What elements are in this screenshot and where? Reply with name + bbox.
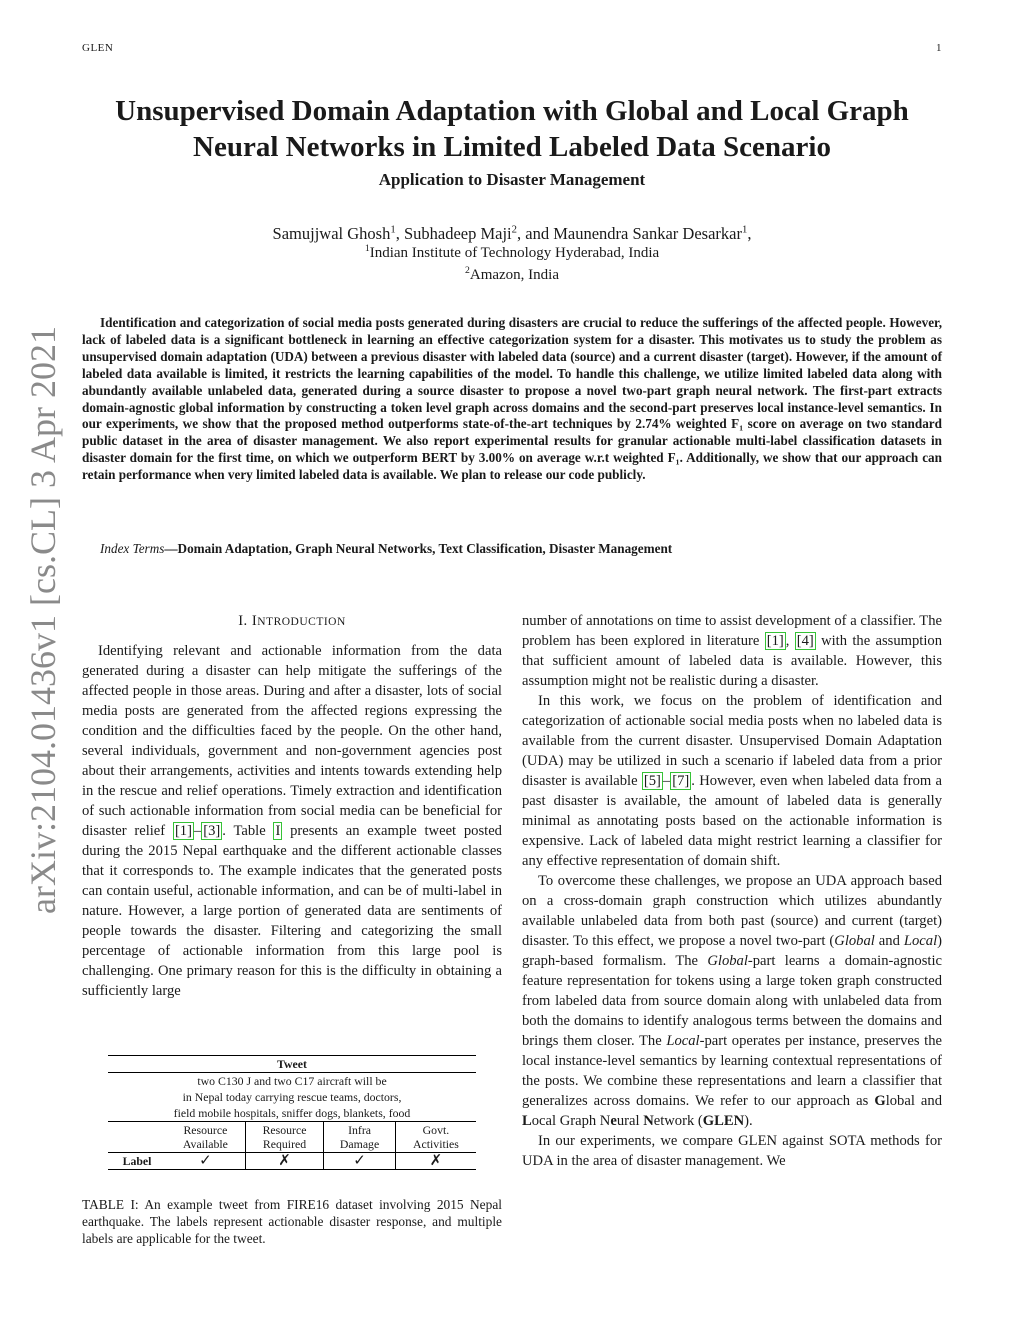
tweet-text-line: two C130 J and two C17 aircraft will be: [197, 1074, 387, 1088]
table-header: Tweet: [108, 1056, 476, 1073]
author-separator: ,: [395, 224, 404, 243]
example-tweet-table: [108, 1055, 476, 1170]
section-title-rest: NTRODUCTION: [257, 616, 346, 628]
table-reference-link[interactable]: I: [275, 823, 281, 839]
arxiv-id: arXiv:2104.01436v1 [cs.CL] 3 Apr 2021: [23, 326, 63, 914]
acronym-letter: G: [874, 1093, 886, 1109]
author-affil-mark: 1: [741, 223, 748, 236]
citation-link[interactable]: [1]: [766, 633, 784, 649]
column-header-line: Available: [182, 1137, 228, 1151]
section-number: I.: [238, 613, 252, 629]
affiliation-text: Indian Institute of Technology Hyderabad, India: [369, 245, 660, 261]
emphasis: Global: [834, 933, 875, 949]
affiliation-mark: 2: [464, 265, 470, 276]
text-span: –: [662, 773, 671, 789]
row-label: Label: [108, 1153, 166, 1170]
acronym-letter: N: [643, 1113, 654, 1129]
text-span: To overcome these challenges, we propose an UDA approach based on a cross-domain graph construction which utilizes abundantly available unlabeled data from both past (source) and current (target) disaster. To this effect, we propose a novel two-part (: [522, 873, 942, 949]
citation-link[interactable]: [1]: [174, 823, 192, 839]
text-span: ) graph-based formalism. The: [522, 933, 942, 969]
text-span: ocal Graph N: [531, 1113, 611, 1129]
column-header-line: Damage: [339, 1137, 380, 1151]
citation-link[interactable]: [3]: [203, 823, 221, 839]
title-line-2: Neural Networks in Limited Labeled Data Scenario: [193, 131, 831, 163]
running-header: GLEN: [82, 42, 114, 54]
text-span: ,: [785, 633, 795, 649]
text-span: In our experiments, we compare GLEN against SOTA methods for UDA in the area of disaster management. We: [522, 1133, 942, 1169]
citation-link[interactable]: [4]: [796, 633, 814, 649]
right-column: [522, 611, 942, 1171]
acronym-letter: L: [522, 1113, 532, 1129]
label-cross: ✗: [395, 1153, 476, 1170]
text-span: lobal and: [885, 1093, 942, 1109]
text-span: ).: [744, 1113, 753, 1129]
index-terms-label: Index Terms: [100, 541, 165, 556]
table-corner: [108, 1122, 166, 1153]
text-span: with the assumption that sufficient amount of labeled data is available. However, this assumption might not be realistic during a disaster.: [522, 633, 942, 689]
title-line-1: Unsupervised Domain Adaptation with Global and Local Graph: [115, 95, 909, 127]
author-list: [80, 224, 944, 244]
affiliation-mark: 1: [364, 243, 370, 254]
text-span: . Table: [222, 823, 274, 839]
column-header-line: Required: [262, 1137, 307, 1151]
column-header: [395, 1122, 476, 1153]
author-name: Subhadeep Maji: [403, 224, 512, 243]
paragraph: [82, 641, 502, 1001]
affiliation-text: Amazon, India: [469, 267, 559, 283]
index-terms-text: —Domain Adaptation, Graph Neural Networks, Text Classification, Disaster Management: [164, 541, 673, 556]
acronym-letter: e: [610, 1113, 617, 1129]
column-header-line: Govt.: [422, 1123, 450, 1137]
text-span: etwork (: [653, 1113, 703, 1129]
table-caption: [82, 1196, 502, 1247]
text-span: number of annotations on time to assist development of a classifier. The problem has been explored in literature: [522, 613, 942, 649]
author-name: Samujjwal Ghosh: [272, 224, 391, 243]
section-initial: I: [251, 613, 258, 629]
text-span: -part learns a domain-agnostic feature representation for tokens using a large token graph constructed from labeled data from source domain along with unlabeled data from both the domains to identify analogous terms between the domains and brings them closer. The: [522, 953, 942, 1049]
label-check: ✓: [324, 1153, 396, 1170]
text-span: Identifying relevant and actionable information from the data generated during a disaster can help mitigate the sufferings of the affected people in those areas. During and after a disaster, lots of social media posts are generated from the affected regions expressing the condition and the difficulties faced by the people. On the other hand, several individuals, government and non-government agencies post about their arrangements, activities and intents towards extending help in the rescue and relief operations. Timely extraction and identification of such actionable information from social media can be beneficial for disaster relief: [82, 643, 502, 839]
paper-subtitle: Application to Disaster Management: [378, 170, 646, 189]
tweet-text-line: in Nepal today carrying rescue teams, doctors,: [182, 1090, 402, 1104]
caption-text: An example tweet from FIRE16 dataset involving 2015 Nepal earthquake. The labels represent actionable disaster response, and multiple labels are applicable for the tweet.: [82, 1197, 502, 1246]
text-span: –: [193, 823, 202, 839]
paragraph: [522, 1131, 942, 1171]
text-span: presents an example tweet posted during the 2015 Nepal earthquake and the different actionable classes that it corresponds to. The example indicates that the generated posts can contain useful, actionable information, and can be of multi-label in nature. However, a large portion of generated data are sentiments of people towards the disaster. Filtering and categorizing the small percentage of actionable information from this large pool is challenging. One primary reason for this is the difficulty in obtaining a sufficiently large: [82, 823, 502, 999]
column-header: [245, 1122, 323, 1153]
author-separator: ,: [747, 224, 752, 243]
paragraph: [522, 691, 942, 871]
tweet-text-line: field mobile hospitals, sniffer dogs, blankets, food: [108, 1105, 476, 1122]
caption-prefix: TABLE I:: [82, 1197, 139, 1212]
left-column: [82, 641, 502, 1001]
author-separator: , and: [517, 224, 554, 243]
paragraph: [522, 871, 942, 1131]
index-terms: [82, 541, 942, 557]
text-span: . However, even when labeled data from a past disaster is available, the amount of labeled data is generally minimal as annotating posts based on the actionable information is expensive. Lack of labeled data might restrict learning a classifier for any effective representation of domain shift.: [522, 773, 942, 869]
emphasis: Local: [666, 1033, 700, 1049]
column-header-line: Infra: [348, 1123, 371, 1137]
column-header: [166, 1122, 245, 1153]
author-name: Maunendra Sankar Desarkar: [553, 224, 742, 243]
acronym: GLEN: [702, 1113, 745, 1129]
label-cross: ✗: [245, 1153, 323, 1170]
citation-link[interactable]: [5]: [643, 773, 661, 789]
text-span: ural: [616, 1113, 644, 1129]
paper-title: [80, 93, 944, 165]
author-affil-mark: 2: [511, 223, 517, 236]
citation-link[interactable]: [7]: [672, 773, 690, 789]
column-header-line: Activities: [412, 1137, 459, 1151]
column-header: [324, 1122, 396, 1153]
author-affil-mark: 1: [390, 223, 396, 236]
affiliation: [80, 267, 944, 284]
column-header-line: Resource: [183, 1123, 228, 1137]
label-check: ✓: [166, 1153, 245, 1170]
emphasis: Global: [707, 953, 748, 969]
abstract: Identification and categorization of social media posts generated during disasters are crucial to reduce the sufferings of the affected people. However, lack of labeled data is a significant bottleneck in learning an effective categorization system for a disaster. This motivates us to study the problem as unsupervised domain adaptation (UDA) between a previous disaster with labeled data (source) and a current disaster (target). However, if the amount of labeled data available is limited, it restricts the learning capabilities of the model. To handle this challenge, we utilize limited labeled data along with abundantly available unlabeled data, generated during a source disaster to propose a novel two-part graph neural network. The first-part extracts domain-agnostic global information by constructing a token level graph across domains and the second-part preserves local instance-level semantics. In our experiments, we show that the proposed method outperforms state-of-the-art techniques by 2.74% weighted F₁ score on average on two standard public dataset in the area of disaster management. We also report experimental results for granular actionable multi-label classification datasets in disaster domain for the first time, on which we outperform BERT by 3.00% on average w.r.t weighted F₁. Additionally, we show that our approach can retain performance when very limited labeled data is available. We plan to release our code publicly.: [82, 315, 942, 483]
section-heading: [82, 613, 502, 630]
text-span: In this work, we focus on the problem of identification and categorization of actionable social media posts when no labeled data is available from the current disaster. Unsupervised Domain Adaptation (UDA) may be utilized in such a scenario if labeled data from a prior disaster is available: [522, 693, 942, 789]
text-span: -part operates per instance, preserves the local instance-level semantics by learning contextual representations of the posts. We combine these representations and learn a classifier that generalizes across domains. We refer to our approach as: [522, 1033, 942, 1109]
text-span: and: [874, 933, 904, 949]
column-header-line: Resource: [262, 1123, 307, 1137]
paragraph: [522, 611, 942, 691]
affiliation: [80, 245, 944, 262]
page-number: 1: [936, 42, 942, 54]
emphasis: Local: [903, 933, 938, 949]
